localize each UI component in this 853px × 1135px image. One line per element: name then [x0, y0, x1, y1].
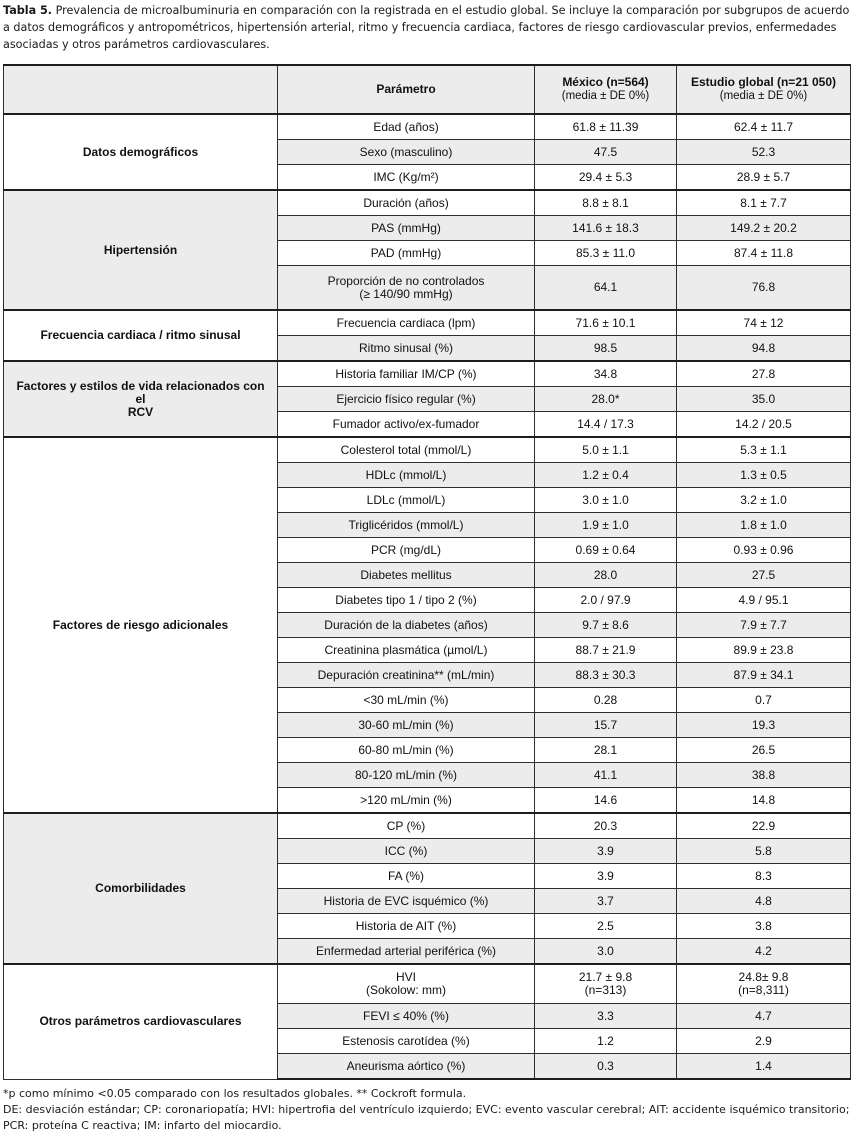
header-mexico: México (n=564) (media ± DE 0%) [535, 65, 677, 114]
param-cell: Creatinina plasmática (µmol/L) [278, 638, 535, 663]
mexico-value: 71.6 ± 10.1 [535, 310, 677, 336]
global-value: 38.8 [677, 763, 851, 788]
mexico-value: 64.1 [535, 266, 677, 311]
param-cell: Ejercicio físico regular (%) [278, 387, 535, 412]
param-cell: Ritmo sinusal (%) [278, 336, 535, 362]
mexico-value: 14.4 / 17.3 [535, 412, 677, 438]
param-cell: PAS (mmHg) [278, 216, 535, 241]
global-value: 1.3 ± 0.5 [677, 463, 851, 488]
param-cell: 80-120 mL/min (%) [278, 763, 535, 788]
param-cell: <30 mL/min (%) [278, 688, 535, 713]
mexico-value: 41.1 [535, 763, 677, 788]
caption-label: Tabla 5. [3, 4, 53, 17]
param-cell: Enfermedad arterial periférica (%) [278, 939, 535, 965]
global-value: 4.2 [677, 939, 851, 965]
group-label: Comorbilidades [4, 813, 278, 964]
param-cell: IMC (Kg/m²) [278, 165, 535, 191]
global-value: 4.9 / 95.1 [677, 588, 851, 613]
table-body [4, 114, 851, 1079]
header-parametro: Parámetro [278, 65, 535, 114]
param-cell: FEVI ≤ 40% (%) [278, 1004, 535, 1029]
global-value: 4.8 [677, 889, 851, 914]
header-global: Estudio global (n=21 050) (media ± DE 0%) [677, 65, 851, 114]
param-cell: Triglicéridos (mmol/L) [278, 513, 535, 538]
footnote-abbreviations: DE: desviación estándar; CP: coronariopatía; HVI: hipertrofia del ventrículo izquierdo; EVC: evento vascular cerebral; AIT: accidente isquémico transitorio; PCR: proteína C reactiva; IM: infarto del miocardio. [3, 1103, 850, 1132]
group-label: Frecuencia cardiaca / ritmo sinusal [4, 310, 278, 361]
param-cell: Historia de AIT (%) [278, 914, 535, 939]
param-cell: Historia familiar IM/CP (%) [278, 361, 535, 387]
global-value: 52.3 [677, 140, 851, 165]
table-footnotes [3, 1086, 851, 1134]
mexico-value: 0.69 ± 0.64 [535, 538, 677, 563]
param-cell: Depuración creatinina** (mL/min) [278, 663, 535, 688]
param-cell: Sexo (masculino) [278, 140, 535, 165]
table-row [4, 361, 851, 387]
global-value: 0.7 [677, 688, 851, 713]
global-value: 35.0 [677, 387, 851, 412]
global-value: 62.4 ± 11.7 [677, 114, 851, 140]
global-value: 19.3 [677, 713, 851, 738]
mexico-value: 3.7 [535, 889, 677, 914]
param-cell: CP (%) [278, 813, 535, 839]
table-row [4, 190, 851, 216]
mexico-value: 47.5 [535, 140, 677, 165]
mexico-value: 98.5 [535, 336, 677, 362]
data-table-container [3, 64, 850, 1080]
global-value: 24.8± 9.8 (n=8,311) [677, 964, 851, 1004]
global-value: 1.4 [677, 1054, 851, 1080]
global-value: 149.2 ± 20.2 [677, 216, 851, 241]
mexico-value: 9.7 ± 8.6 [535, 613, 677, 638]
group-label: Factores de riesgo adicionales [4, 437, 278, 813]
global-value: 4.7 [677, 1004, 851, 1029]
param-cell: HDLc (mmol/L) [278, 463, 535, 488]
group-label: Otros parámetros cardiovasculares [4, 964, 278, 1079]
mexico-value: 3.9 [535, 864, 677, 889]
mexico-value: 2.5 [535, 914, 677, 939]
mexico-value: 0.28 [535, 688, 677, 713]
mexico-value: 1.2 ± 0.4 [535, 463, 677, 488]
mexico-value: 85.3 ± 11.0 [535, 241, 677, 266]
table-row [4, 813, 851, 839]
global-value: 2.9 [677, 1029, 851, 1054]
mexico-value: 14.6 [535, 788, 677, 814]
global-value: 27.8 [677, 361, 851, 387]
mexico-value: 3.0 ± 1.0 [535, 488, 677, 513]
param-cell: Duración (años) [278, 190, 535, 216]
param-cell: Fumador activo/ex-fumador [278, 412, 535, 438]
group-label: Hipertensión [4, 190, 278, 310]
mexico-value: 8.8 ± 8.1 [535, 190, 677, 216]
table-header-row [4, 65, 851, 114]
param-cell: Historia de EVC isquémico (%) [278, 889, 535, 914]
param-cell: Proporción de no controlados (≥ 140/90 mmHg) [278, 266, 535, 311]
header-group-cell [4, 65, 278, 114]
global-value: 89.9 ± 23.8 [677, 638, 851, 663]
mexico-value: 29.4 ± 5.3 [535, 165, 677, 191]
param-cell: Edad (años) [278, 114, 535, 140]
mexico-value: 141.6 ± 18.3 [535, 216, 677, 241]
global-value: 87.9 ± 34.1 [677, 663, 851, 688]
mexico-value: 28.1 [535, 738, 677, 763]
mexico-value: 1.2 [535, 1029, 677, 1054]
param-cell: Estenosis carotídea (%) [278, 1029, 535, 1054]
table-row [4, 964, 851, 1004]
global-value: 3.8 [677, 914, 851, 939]
global-value: 76.8 [677, 266, 851, 311]
mexico-value: 2.0 / 97.9 [535, 588, 677, 613]
mexico-value: 20.3 [535, 813, 677, 839]
table-caption [3, 2, 851, 53]
table-row [4, 114, 851, 140]
mexico-value: 3.9 [535, 839, 677, 864]
mexico-value: 28.0 [535, 563, 677, 588]
param-cell: >120 mL/min (%) [278, 788, 535, 814]
global-value: 1.8 ± 1.0 [677, 513, 851, 538]
global-value: 8.1 ± 7.7 [677, 190, 851, 216]
mexico-value: 28.0* [535, 387, 677, 412]
param-cell: 30-60 mL/min (%) [278, 713, 535, 738]
group-label: Datos demográficos [4, 114, 278, 190]
mexico-value: 3.0 [535, 939, 677, 965]
global-value: 7.9 ± 7.7 [677, 613, 851, 638]
mexico-value: 1.9 ± 1.0 [535, 513, 677, 538]
global-value: 28.9 ± 5.7 [677, 165, 851, 191]
global-value: 0.93 ± 0.96 [677, 538, 851, 563]
caption-text: Prevalencia de microalbuminuria en comparación con la registrada en el estudio global. Se incluye la comparación por subgrupos de acuerdo a datos demográficos y antropométricos, hipertensión arterial, ritmo y frecuencia cardiaca, factores de riesgo cardiovascular previos, enfermedades asociadas y otros parámetros cardiovasculares. [3, 4, 850, 51]
global-value: 74 ± 12 [677, 310, 851, 336]
param-cell: LDLc (mmol/L) [278, 488, 535, 513]
global-value: 26.5 [677, 738, 851, 763]
mexico-value: 3.3 [535, 1004, 677, 1029]
param-cell: Colesterol total (mmol/L) [278, 437, 535, 463]
global-value: 27.5 [677, 563, 851, 588]
param-cell: PCR (mg/dL) [278, 538, 535, 563]
global-value: 14.2 / 20.5 [677, 412, 851, 438]
global-value: 87.4 ± 11.8 [677, 241, 851, 266]
global-value: 5.3 ± 1.1 [677, 437, 851, 463]
param-cell: Duración de la diabetes (años) [278, 613, 535, 638]
param-cell: PAD (mmHg) [278, 241, 535, 266]
param-cell: Diabetes mellitus [278, 563, 535, 588]
mexico-value: 61.8 ± 11.39 [535, 114, 677, 140]
mexico-value: 15.7 [535, 713, 677, 738]
param-cell: HVI (Sokolow: mm) [278, 964, 535, 1004]
param-cell: ICC (%) [278, 839, 535, 864]
global-value: 94.8 [677, 336, 851, 362]
table-row [4, 437, 851, 463]
global-value: 5.8 [677, 839, 851, 864]
global-value: 22.9 [677, 813, 851, 839]
mexico-value: 88.7 ± 21.9 [535, 638, 677, 663]
global-value: 8.3 [677, 864, 851, 889]
mexico-value: 5.0 ± 1.1 [535, 437, 677, 463]
mexico-value: 0.3 [535, 1054, 677, 1080]
global-value: 14.8 [677, 788, 851, 814]
table-row [4, 310, 851, 336]
mexico-value: 88.3 ± 30.3 [535, 663, 677, 688]
group-label: Factores y estilos de vida relacionados con el RCV [4, 361, 278, 437]
mexico-value: 34.8 [535, 361, 677, 387]
param-cell: Aneurisma aórtico (%) [278, 1054, 535, 1080]
footnote-significance: *p como mínimo <0.05 comparado con los resultados globales. ** Cockroft formula. [3, 1087, 467, 1100]
param-cell: Frecuencia cardiaca (lpm) [278, 310, 535, 336]
param-cell: FA (%) [278, 864, 535, 889]
param-cell: 60-80 mL/min (%) [278, 738, 535, 763]
data-table [3, 64, 851, 1080]
mexico-value: 21.7 ± 9.8 (n=313) [535, 964, 677, 1004]
global-value: 3.2 ± 1.0 [677, 488, 851, 513]
param-cell: Diabetes tipo 1 / tipo 2 (%) [278, 588, 535, 613]
